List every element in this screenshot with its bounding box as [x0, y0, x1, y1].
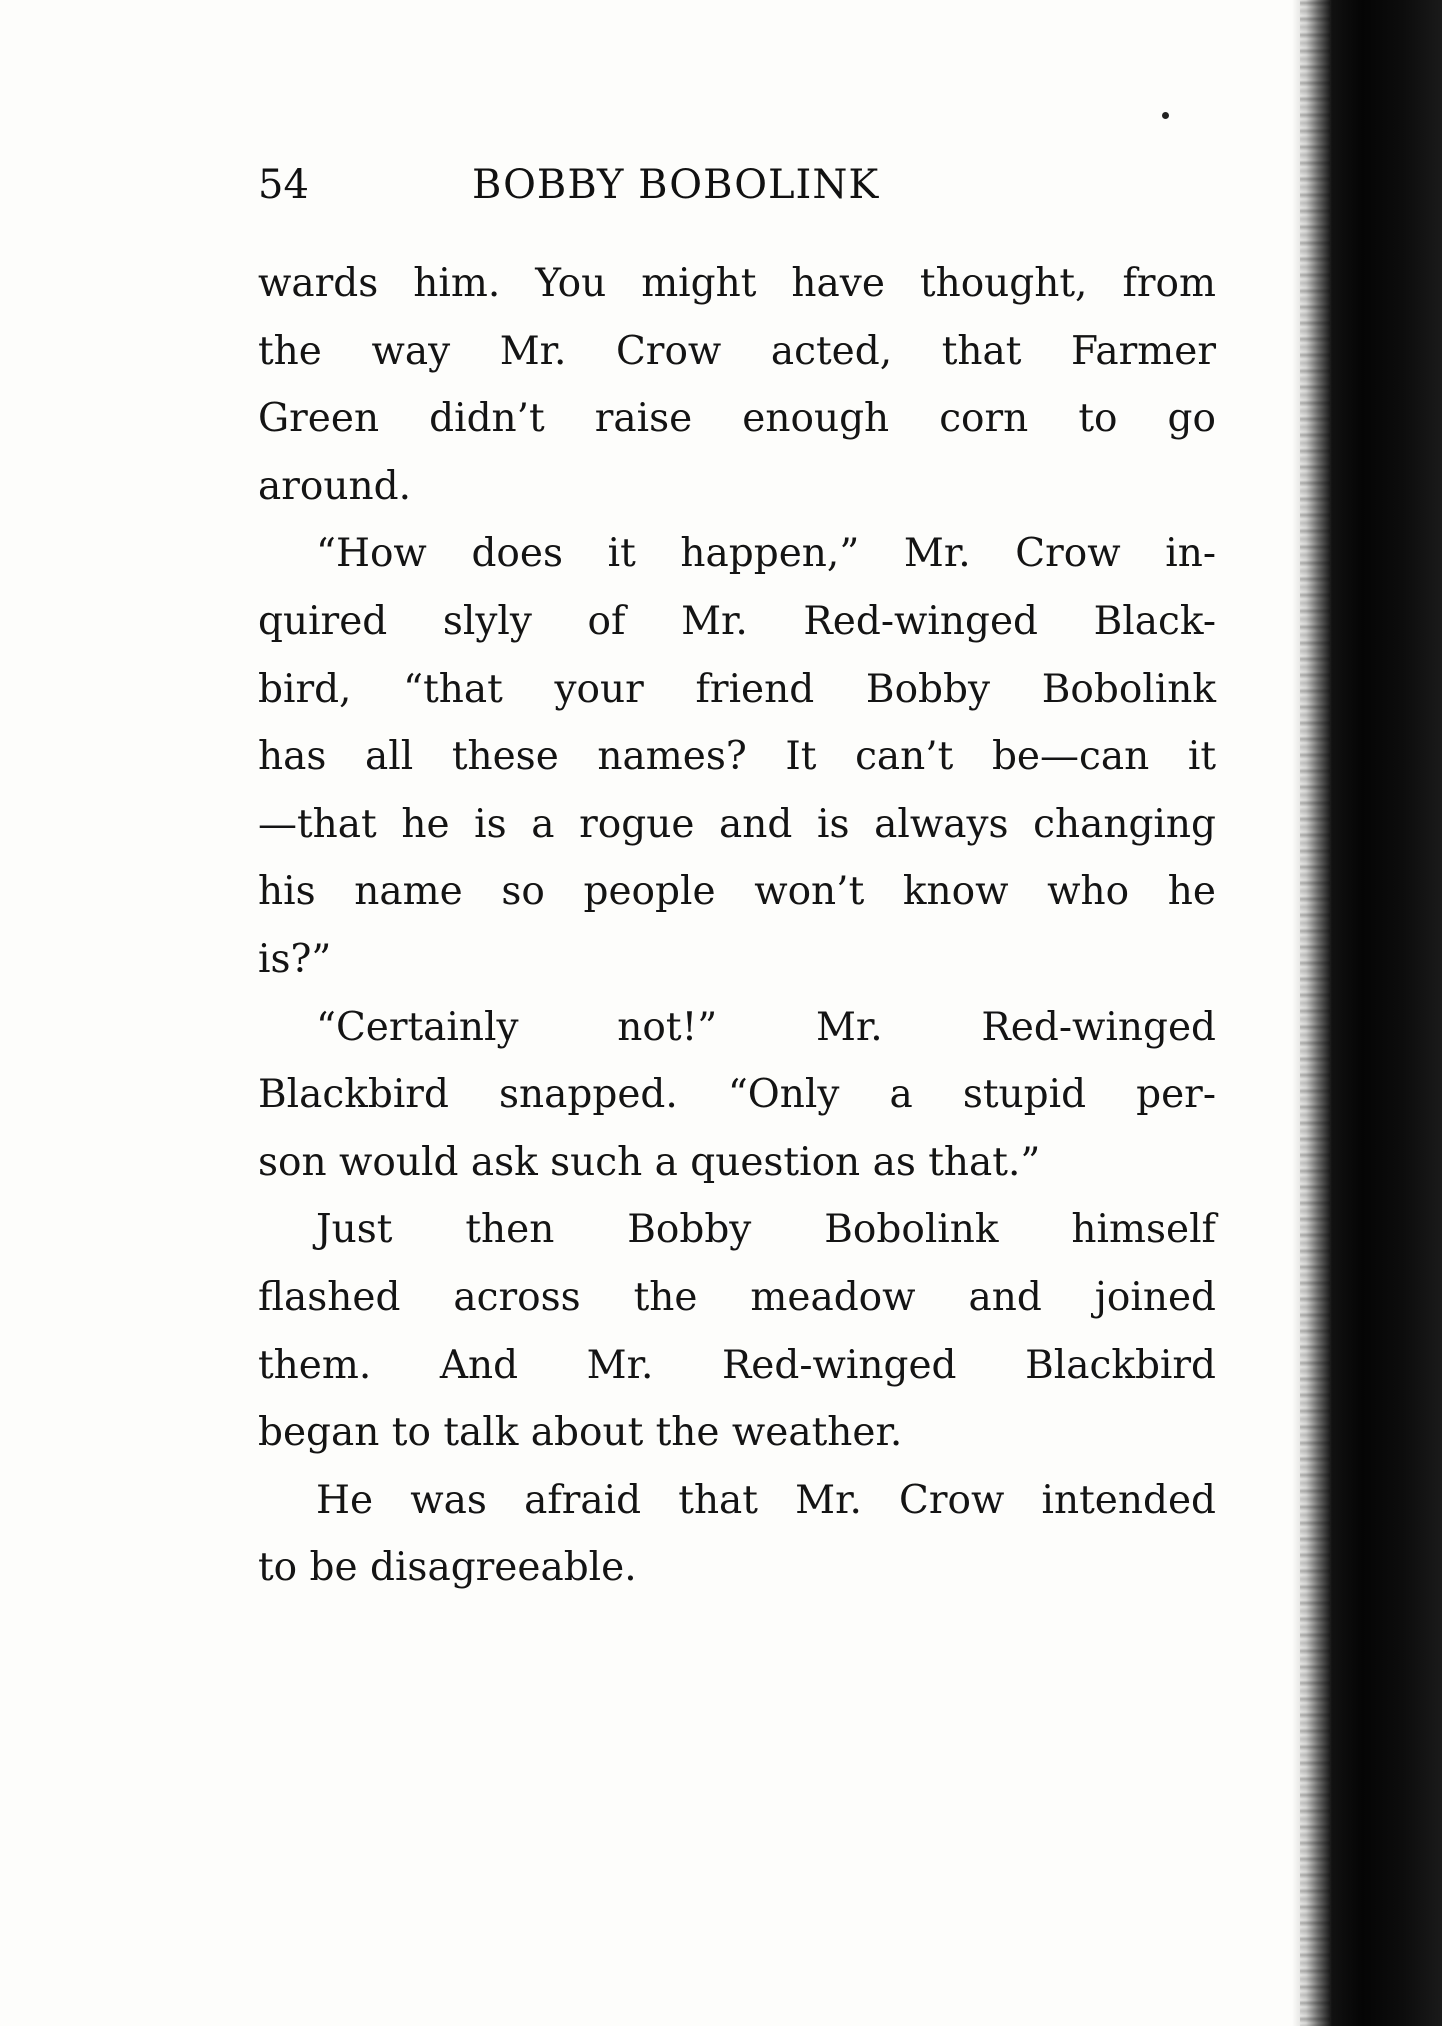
body-text [258, 250, 1216, 1602]
text-line: around. [258, 463, 411, 509]
binding-edge-texture [1300, 0, 1330, 2026]
text-line: flashed across the meadow and joined [258, 1274, 1216, 1320]
running-title: BOBBY BOBOLINK [472, 162, 880, 208]
text-line: —that he is a rogue and is always changing [258, 801, 1216, 847]
text-line: has all these names? It can’t be—can it [258, 734, 1216, 780]
text-line: He was afraid that Mr. Crow intended [316, 1477, 1216, 1523]
text-line: Blackbird snapped. “Only a stupid per- [258, 1072, 1216, 1118]
text-line: his name so people won’t know who he [258, 869, 1216, 915]
text-line: began to talk about the weather. [258, 1410, 903, 1456]
text-line: “Certainly not!” Mr. Red-winged [316, 1004, 1216, 1050]
text-line: Green didn’t raise enough corn to go [258, 396, 1216, 442]
text-line: is?” [258, 936, 332, 982]
text-line: them. And Mr. Red-winged Blackbird [258, 1342, 1216, 1388]
page-number: 54 [258, 162, 309, 208]
text-line: quired slyly of Mr. Red-winged Black- [258, 598, 1216, 644]
text-line: wards him. You might have thought, from [258, 261, 1216, 306]
text-line: to be disagreeable. [258, 1545, 637, 1591]
text-line: “How does it happen,” Mr. Crow in- [316, 531, 1216, 577]
text-line: bird, “that your friend Bobby Bobolink [258, 666, 1216, 712]
text-line: the way Mr. Crow acted, that Farmer [258, 328, 1216, 374]
ink-speck [1162, 112, 1169, 119]
text-line: son would ask such a question as that.” [258, 1139, 1041, 1185]
text-line: Just then Bobby Bobolink himself [316, 1207, 1216, 1253]
page-header [258, 150, 1218, 220]
